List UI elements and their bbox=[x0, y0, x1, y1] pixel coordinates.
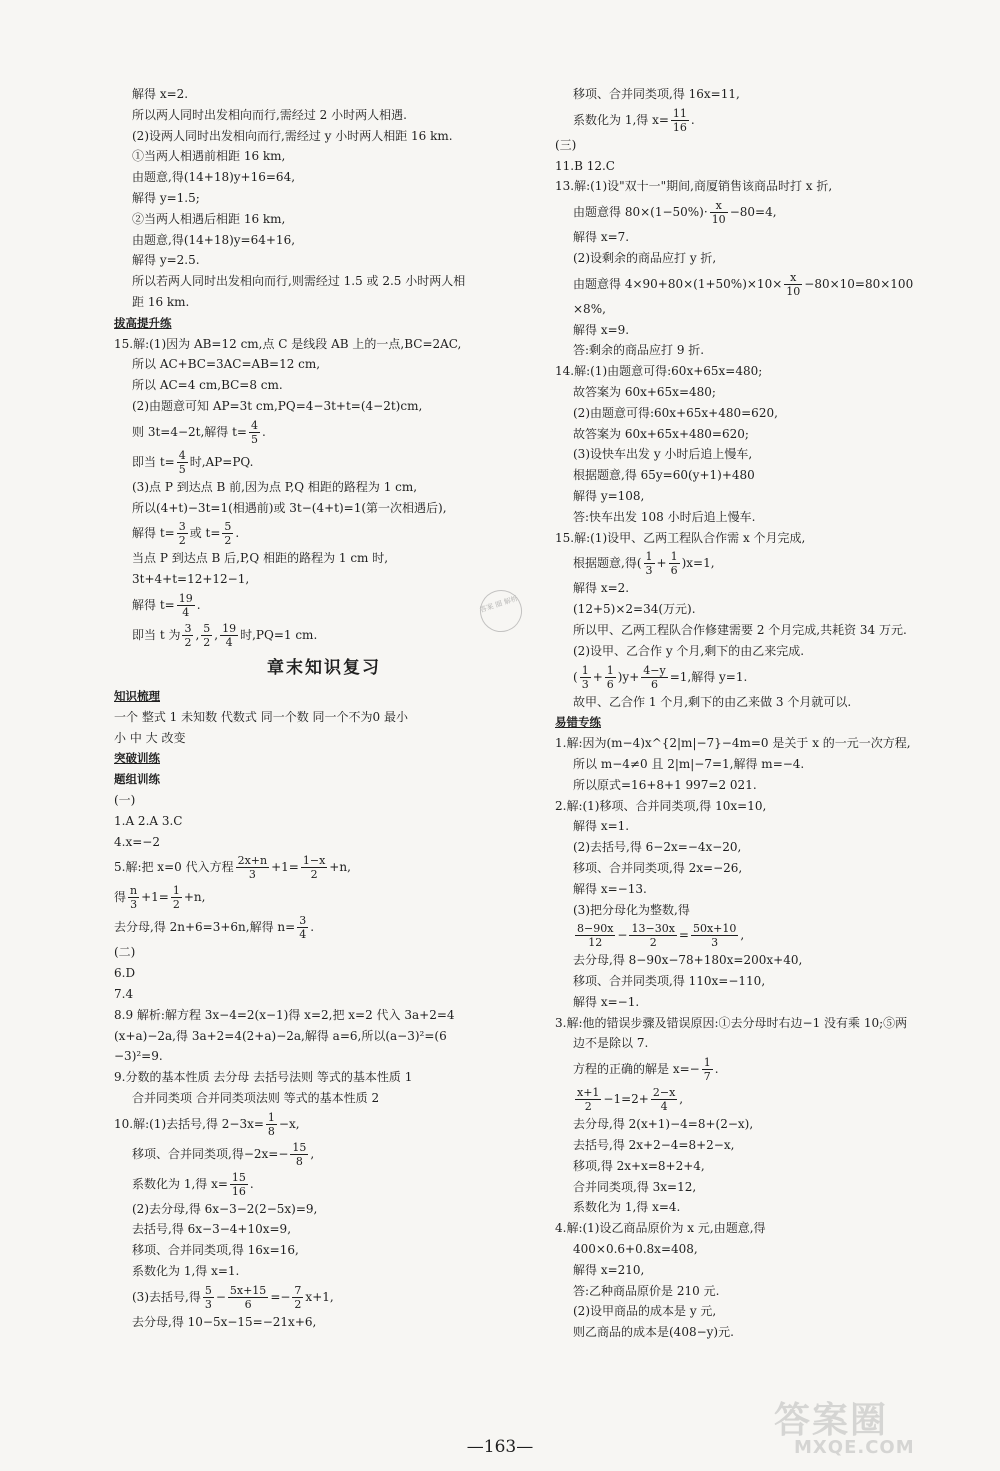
text-span: +1= bbox=[141, 890, 169, 905]
fraction bbox=[177, 520, 188, 547]
text-line bbox=[114, 852, 534, 882]
numerator: 1 bbox=[172, 884, 180, 898]
text-line: (二) bbox=[114, 945, 136, 960]
text-span: ( bbox=[573, 669, 578, 684]
text-line bbox=[114, 882, 534, 912]
text-line bbox=[114, 1139, 534, 1169]
text-span: )y+ bbox=[617, 669, 640, 684]
text-line: 距 16 km. bbox=[132, 294, 190, 309]
text-line: ×8%, bbox=[573, 301, 606, 316]
text-span: . bbox=[714, 1062, 719, 1077]
fraction bbox=[222, 520, 233, 547]
denominator: 2 bbox=[584, 1100, 592, 1114]
fraction bbox=[236, 854, 270, 881]
text-line: 9.分数的基本性质 去分母 去括号法则 等式的基本性质 1 bbox=[114, 1070, 413, 1085]
text-line: 所以两人同时出发相向而行,需经过 2 小时两人相遇. bbox=[132, 107, 407, 122]
text-line bbox=[555, 662, 980, 692]
fraction bbox=[710, 199, 728, 226]
text-span: −80×10=80×100 bbox=[804, 276, 914, 291]
text-line: 故甲、乙合作 1 个月,剩下的由乙来做 3 个月就可以. bbox=[573, 694, 852, 709]
denominator: 3 bbox=[645, 564, 653, 578]
text-line: 所以原式=16+8+1 997=2 021. bbox=[573, 777, 757, 792]
text-line bbox=[114, 518, 534, 548]
fraction bbox=[220, 622, 238, 649]
text-span: 5.解:把 x=0 代入方程 bbox=[114, 860, 234, 875]
denominator: 6 bbox=[670, 564, 678, 578]
numerator: 13−30x bbox=[631, 922, 675, 936]
fraction bbox=[580, 664, 591, 691]
fraction bbox=[182, 622, 193, 649]
text-span: 系数化为 1,得 x= bbox=[573, 112, 669, 127]
text-span: . bbox=[235, 526, 240, 541]
text-span: = bbox=[678, 928, 689, 943]
text-line: 答:快车出发 108 小时后追上慢车. bbox=[573, 509, 756, 524]
denominator: 12 bbox=[588, 936, 603, 950]
text-line: (x+a)−2a,得 3a+2=4(2+a)−2a,解得 a=6,所以(a−3)²=(6 bbox=[114, 1028, 447, 1043]
fraction bbox=[702, 1056, 713, 1083]
text-span: x+1, bbox=[305, 1289, 334, 1304]
text-line: 合并同类项 合并同类项法则 等式的基本性质 2 bbox=[132, 1090, 380, 1105]
text-span: . bbox=[261, 424, 266, 439]
text-line bbox=[555, 197, 980, 227]
text-line: 一个 整式 1 未知数 代数式 同一个数 同一个不为0 最小 bbox=[114, 709, 408, 724]
text-line: (2)由题意可知 AP=3t cm,PQ=4−3t+t=(4−2t)cm, bbox=[132, 398, 423, 413]
denominator: 6 bbox=[650, 677, 658, 691]
text-line: (2)设甲、乙合作 y 个月,剩下的由乙来完成. bbox=[573, 643, 805, 658]
text-line: 边不是除以 7. bbox=[573, 1036, 649, 1051]
fraction bbox=[249, 419, 260, 446]
fraction bbox=[228, 1284, 268, 1311]
watermark-url: MXQE.COM bbox=[794, 1437, 915, 1458]
text-line: (3)设快车出发 y 小时后追上慢车, bbox=[573, 447, 753, 462]
denominator: 3 bbox=[711, 936, 719, 950]
text-line: 4.x=−2 bbox=[114, 834, 160, 849]
numerator: 2−x bbox=[652, 1086, 676, 1100]
text-line bbox=[114, 417, 534, 447]
denominator: 3 bbox=[204, 1297, 212, 1311]
text-span: . bbox=[690, 112, 695, 127]
denominator: 10 bbox=[786, 284, 801, 298]
text-line: 6.D bbox=[114, 966, 136, 981]
text-line: (2)设两人同时出发相向而行,需经过 y 小时两人相距 16 km. bbox=[132, 128, 453, 143]
denominator: 4 bbox=[660, 1100, 668, 1114]
numerator: 15 bbox=[292, 1140, 307, 1154]
text-span: 系数化为 1,得 x= bbox=[132, 1176, 228, 1191]
text-line: 去分母,得 10−5x−15=−21x+6, bbox=[132, 1314, 317, 1329]
text-line: 移项、合并同类项,得 110x=−110, bbox=[573, 974, 766, 989]
fraction bbox=[605, 664, 616, 691]
text-line: 解得 y=2.5. bbox=[132, 253, 200, 268]
numerator: 3 bbox=[299, 914, 307, 928]
fraction bbox=[297, 914, 308, 941]
text-line: 根据题意,得 65y=60(y+1)+480 bbox=[573, 468, 755, 483]
text-span: + bbox=[592, 669, 603, 684]
text-line: 解得 x=9. bbox=[573, 322, 630, 337]
text-line: 去分母,得 8−90x−78+180x=200x+40, bbox=[573, 953, 803, 968]
text-line bbox=[555, 548, 980, 578]
denominator: 3 bbox=[581, 677, 589, 691]
denominator: 2 bbox=[203, 635, 211, 649]
text-line bbox=[114, 620, 534, 650]
text-line: 解得 x=7. bbox=[573, 230, 630, 245]
text-span: +n, bbox=[183, 890, 206, 905]
text-line bbox=[555, 920, 980, 950]
fraction bbox=[292, 1284, 303, 1311]
text-span: . bbox=[196, 597, 201, 612]
fraction bbox=[203, 1284, 214, 1311]
fraction bbox=[641, 664, 667, 691]
numerator: 11 bbox=[672, 106, 687, 120]
text-line: 答:乙种商品原价是 210 元. bbox=[573, 1283, 720, 1298]
fraction bbox=[784, 271, 802, 298]
denominator: 5 bbox=[250, 432, 258, 446]
text-line: 去括号,得 6x−3−4+10x=9, bbox=[132, 1222, 292, 1237]
text-span: 即当 t 为 bbox=[132, 627, 181, 642]
text-line: 400×0.6+0.8x=408, bbox=[573, 1242, 698, 1257]
text-line: 所以甲、乙两工程队合作修建需要 2 个月完成,共耗资 34 万元. bbox=[573, 622, 907, 637]
text-span: =1,解得 y=1. bbox=[669, 669, 748, 684]
denominator: 2 bbox=[172, 898, 180, 912]
text-span: 或 t= bbox=[189, 526, 221, 541]
text-line: 解得 x=−1. bbox=[573, 994, 640, 1009]
denominator: 4 bbox=[182, 605, 190, 619]
fraction bbox=[669, 550, 680, 577]
stamp-image: 答案 圈 解析 bbox=[475, 585, 528, 638]
text-span: + bbox=[656, 556, 667, 571]
fraction bbox=[301, 854, 327, 881]
section-heading: 拔高提升练 bbox=[114, 315, 172, 330]
text-line: 所以(4+t)−3t=1(相遇前)或 3t−(4+t)=1(第一次相遇后), bbox=[132, 500, 447, 515]
text-line: 当点 P 到达点 B 后,P,Q 相距的路程为 1 cm 时, bbox=[132, 551, 389, 566]
numerator: 7 bbox=[294, 1283, 302, 1297]
denominator: 5 bbox=[178, 462, 186, 476]
text-line bbox=[555, 1084, 980, 1114]
text-line: 15.解:(1)设甲、乙两工程队合作需 x 个月完成, bbox=[555, 530, 806, 545]
text-line: (2)由题意可得:60x+65x+480=620, bbox=[573, 405, 778, 420]
text-span: 则 3t=4−2t,解得 t= bbox=[132, 424, 247, 439]
numerator: 15 bbox=[231, 1170, 246, 1184]
denominator: 16 bbox=[231, 1184, 246, 1198]
numerator: 3 bbox=[178, 520, 186, 534]
denominator: 10 bbox=[711, 213, 726, 227]
text-line: 故答案为 60x+65x=480; bbox=[573, 384, 716, 399]
fraction bbox=[644, 550, 655, 577]
text-line: (2)去括号,得 6−2x=−4x−20, bbox=[573, 840, 742, 855]
denominator: 4 bbox=[299, 928, 307, 942]
text-line: 14.解:(1)由题意可得:60x+65x=480; bbox=[555, 364, 763, 379]
text-line: 由题意,得(14+18)y+16=64, bbox=[132, 170, 296, 185]
numerator: 1 bbox=[606, 663, 614, 677]
text-line: 移项、合并同类项,得 16x=16, bbox=[132, 1243, 299, 1258]
text-line: 1.解:因为(m−4)x^{2|m|−7}−4m=0 是关于 x 的一元一次方程, bbox=[555, 736, 911, 751]
text-line: 解得 y=1.5; bbox=[132, 190, 200, 205]
text-line: 15.解:(1)因为 AB=12 cm,点 C 是线段 AB 上的一点,BC=2AC, bbox=[114, 336, 462, 351]
text-span: 去分母,得 2n+6=3+6n,解得 n= bbox=[114, 920, 296, 935]
numerator: 4−y bbox=[643, 663, 666, 677]
text-line bbox=[114, 447, 534, 477]
text-span: − bbox=[617, 928, 628, 943]
text-line: 解得 x=−13. bbox=[573, 881, 647, 896]
denominator: 3 bbox=[130, 898, 138, 912]
numerator: 4 bbox=[250, 418, 258, 432]
text-span: , bbox=[740, 928, 745, 943]
text-line bbox=[114, 1169, 534, 1199]
text-span: 由题意得 80×(1−50%)· bbox=[573, 205, 708, 220]
text-line: 由题意,得(14+18)y=64+16, bbox=[132, 232, 296, 247]
text-line: −3)²=9. bbox=[114, 1049, 163, 1064]
text-span: − bbox=[215, 1289, 226, 1304]
text-line: 解得 y=108, bbox=[573, 488, 645, 503]
text-line: 移项,得 2x+x=8+2+4, bbox=[573, 1158, 705, 1173]
text-line: 7.4 bbox=[114, 986, 134, 1001]
text-span: 得 bbox=[114, 890, 127, 905]
text-line: (2)设甲商品的成本是 y 元, bbox=[573, 1304, 717, 1319]
text-span: +1= bbox=[271, 860, 299, 875]
text-line: 8.9 解析:解方程 3x−4=2(x−1)得 x=2,把 x=2 代入 3a+2=4 bbox=[114, 1007, 455, 1022]
text-line: 3t+4+t=12+12−1, bbox=[132, 572, 250, 587]
text-span: )x=1, bbox=[681, 556, 715, 571]
text-line bbox=[114, 912, 534, 942]
text-line: 则乙商品的成本是(408−y)元. bbox=[573, 1325, 734, 1340]
text-line bbox=[555, 105, 980, 135]
text-span: . bbox=[249, 1176, 254, 1191]
fraction bbox=[201, 622, 212, 649]
numerator: 1 bbox=[703, 1056, 711, 1070]
numerator: n bbox=[130, 884, 138, 898]
denominator: 2 bbox=[294, 1297, 302, 1311]
denominator: 2 bbox=[178, 534, 186, 548]
numerator: 1 bbox=[645, 550, 653, 564]
text-line: 4.解:(1)设乙商品原价为 x 元,由题意,得 bbox=[555, 1221, 766, 1236]
text-span: , bbox=[679, 1092, 684, 1107]
numerator: x bbox=[784, 271, 802, 285]
numerator: 3 bbox=[184, 621, 192, 635]
fraction bbox=[177, 592, 195, 619]
text-span: 即当 t= bbox=[132, 454, 175, 469]
denominator: 8 bbox=[295, 1154, 303, 1168]
text-span: 由题意得 4×90+80×(1+50%)×10× bbox=[573, 276, 783, 291]
text-line: 小 中 大 改变 bbox=[114, 730, 186, 745]
fraction bbox=[671, 107, 689, 134]
text-span: −1=2+ bbox=[603, 1092, 649, 1107]
text-line: 去括号,得 2x+2−4=8+2−x, bbox=[573, 1138, 735, 1153]
denominator: 3 bbox=[248, 868, 256, 882]
text-line: 1.A 2.A 3.C bbox=[114, 813, 183, 828]
numerator: 1 bbox=[581, 663, 589, 677]
numerator: 19 bbox=[178, 591, 193, 605]
text-line: (3)把分母化为整数,得 bbox=[573, 902, 690, 917]
text-line: 移项、合并同类项,得 2x=−26, bbox=[573, 860, 743, 875]
text-span: , bbox=[195, 627, 200, 642]
denominator: 2 bbox=[310, 868, 318, 882]
section-heading: 易错专练 bbox=[555, 715, 601, 730]
numerator: 19 bbox=[222, 621, 237, 635]
numerator: 5 bbox=[204, 1283, 212, 1297]
text-span: 方程的正确的解是 x=− bbox=[573, 1062, 700, 1077]
text-span: 时,PQ=1 cm. bbox=[240, 627, 318, 642]
numerator: 1 bbox=[267, 1110, 275, 1124]
text-span: −x, bbox=[278, 1116, 300, 1131]
text-line: 解得 x=2. bbox=[573, 581, 630, 596]
text-line: ②当两人相遇后相距 16 km, bbox=[132, 211, 286, 226]
fraction bbox=[651, 1086, 677, 1113]
text-span: , bbox=[310, 1146, 315, 1161]
numerator: 5x+15 bbox=[229, 1283, 267, 1297]
right-column bbox=[555, 84, 980, 1343]
watermark-text: 答案圈 bbox=[774, 1400, 889, 1441]
text-span: −80=4, bbox=[729, 205, 777, 220]
text-span: +n, bbox=[329, 860, 351, 875]
text-line bbox=[555, 269, 980, 299]
fraction bbox=[128, 884, 139, 911]
text-line bbox=[114, 590, 534, 620]
text-span: 解得 t= bbox=[132, 526, 175, 541]
text-line bbox=[114, 1109, 534, 1139]
denominator: 4 bbox=[225, 635, 233, 649]
text-line: 故答案为 60x+65x+480=620; bbox=[573, 426, 749, 441]
text-line bbox=[114, 1282, 534, 1312]
text-line bbox=[555, 1054, 980, 1084]
numerator: 1−x bbox=[302, 854, 326, 868]
fraction bbox=[629, 922, 676, 949]
text-line: 3.解:他的错误步骤及错误原因:①去分母时右边−1 没有乘 10;⑤两 bbox=[555, 1015, 908, 1030]
text-line: 所以若两人同时出发相向而行,则需经过 1.5 或 2.5 小时两人相 bbox=[132, 274, 466, 289]
text-line: 13.解:(1)设"双十一"期间,商厦销售该商品时打 x 折, bbox=[555, 179, 833, 194]
text-line: 11.B 12.C bbox=[555, 158, 615, 173]
text-span: =− bbox=[270, 1289, 291, 1304]
text-span: 移项、合并同类项,得−2x=− bbox=[132, 1146, 289, 1161]
fraction bbox=[230, 1171, 248, 1198]
page-number: —163— bbox=[466, 1437, 534, 1457]
denominator: 16 bbox=[672, 120, 687, 134]
denominator: 2 bbox=[224, 534, 232, 548]
text-span: . bbox=[310, 920, 315, 935]
numerator: 5 bbox=[224, 520, 232, 534]
text-line: 解得 x=1. bbox=[573, 819, 630, 834]
section-heading: 题组训练 bbox=[114, 772, 160, 787]
numerator: 8−90x bbox=[577, 922, 614, 936]
text-line: 所以 AC=4 cm,BC=8 cm. bbox=[132, 378, 283, 393]
text-line: 合并同类项,得 3x=12, bbox=[573, 1179, 697, 1194]
text-line: ①当两人相遇前相距 16 km, bbox=[132, 149, 286, 164]
text-span: (3)去括号,得 bbox=[132, 1289, 201, 1304]
text-span: 10.解:(1)去括号,得 2−3x= bbox=[114, 1116, 264, 1131]
denominator: 2 bbox=[649, 936, 657, 950]
left-column bbox=[114, 84, 534, 1333]
text-line: (2)去分母,得 6x−3−2(2−5x)=9, bbox=[132, 1201, 318, 1216]
fraction bbox=[691, 922, 738, 949]
fraction bbox=[575, 922, 615, 949]
text-line: (3)点 P 到达点 B 前,因为点 P,Q 相距的路程为 1 cm, bbox=[132, 479, 418, 494]
fraction bbox=[575, 1086, 601, 1113]
text-span: , bbox=[214, 627, 219, 642]
text-line: 解得 x=2. bbox=[132, 87, 189, 101]
section-heading: 突破训练 bbox=[114, 751, 160, 766]
text-span: 根据题意,得( bbox=[573, 556, 642, 571]
denominator: 6 bbox=[244, 1297, 252, 1311]
text-span: 时,AP=PQ. bbox=[189, 454, 254, 469]
numerator: 50x+10 bbox=[692, 922, 737, 936]
numerator: 1 bbox=[670, 550, 678, 564]
section-heading: 知识梳理 bbox=[114, 688, 160, 703]
text-line: 2.解:(1)移项、合并同类项,得 10x=10, bbox=[555, 798, 767, 813]
watermark-logo bbox=[774, 1392, 974, 1464]
numerator: x+1 bbox=[577, 1086, 600, 1100]
text-line: 所以 AC+BC=3AC=AB=12 cm, bbox=[132, 357, 321, 372]
text-line: (三) bbox=[555, 137, 577, 152]
text-line: 解得 x=210, bbox=[573, 1262, 645, 1277]
text-line: 所以 m−4≠0 且 2|m|−7=1,解得 m=−4. bbox=[573, 756, 805, 771]
numerator: x bbox=[710, 199, 728, 213]
text-line: 答:剩余的商品应打 9 折. bbox=[573, 343, 705, 358]
fraction bbox=[290, 1141, 308, 1168]
denominator: 6 bbox=[606, 677, 614, 691]
numerator: 5 bbox=[203, 621, 211, 635]
text-line: 移项、合并同类项,得 16x=11, bbox=[573, 87, 740, 101]
denominator: 7 bbox=[703, 1070, 711, 1084]
denominator: 2 bbox=[184, 635, 192, 649]
text-line: 去分母,得 2(x+1)−4=8+(2−x), bbox=[573, 1117, 754, 1132]
numerator: 2x+n bbox=[237, 854, 268, 868]
fraction bbox=[177, 449, 188, 476]
denominator: 8 bbox=[267, 1124, 275, 1138]
text-line: (12+5)×2=34(万元). bbox=[573, 602, 696, 617]
numerator: 4 bbox=[178, 448, 186, 462]
fraction bbox=[266, 1111, 277, 1138]
fraction bbox=[171, 884, 182, 911]
text-line: 系数化为 1,得 x=1. bbox=[132, 1264, 240, 1279]
text-line: (2)设剩余的商品应打 y 折, bbox=[573, 250, 717, 265]
text-span: 解得 t= bbox=[132, 597, 175, 612]
text-line: 系数化为 1,得 x=4. bbox=[573, 1200, 681, 1215]
chapter-title: 章末知识复习 bbox=[267, 657, 381, 678]
text-line: (一) bbox=[114, 792, 136, 807]
